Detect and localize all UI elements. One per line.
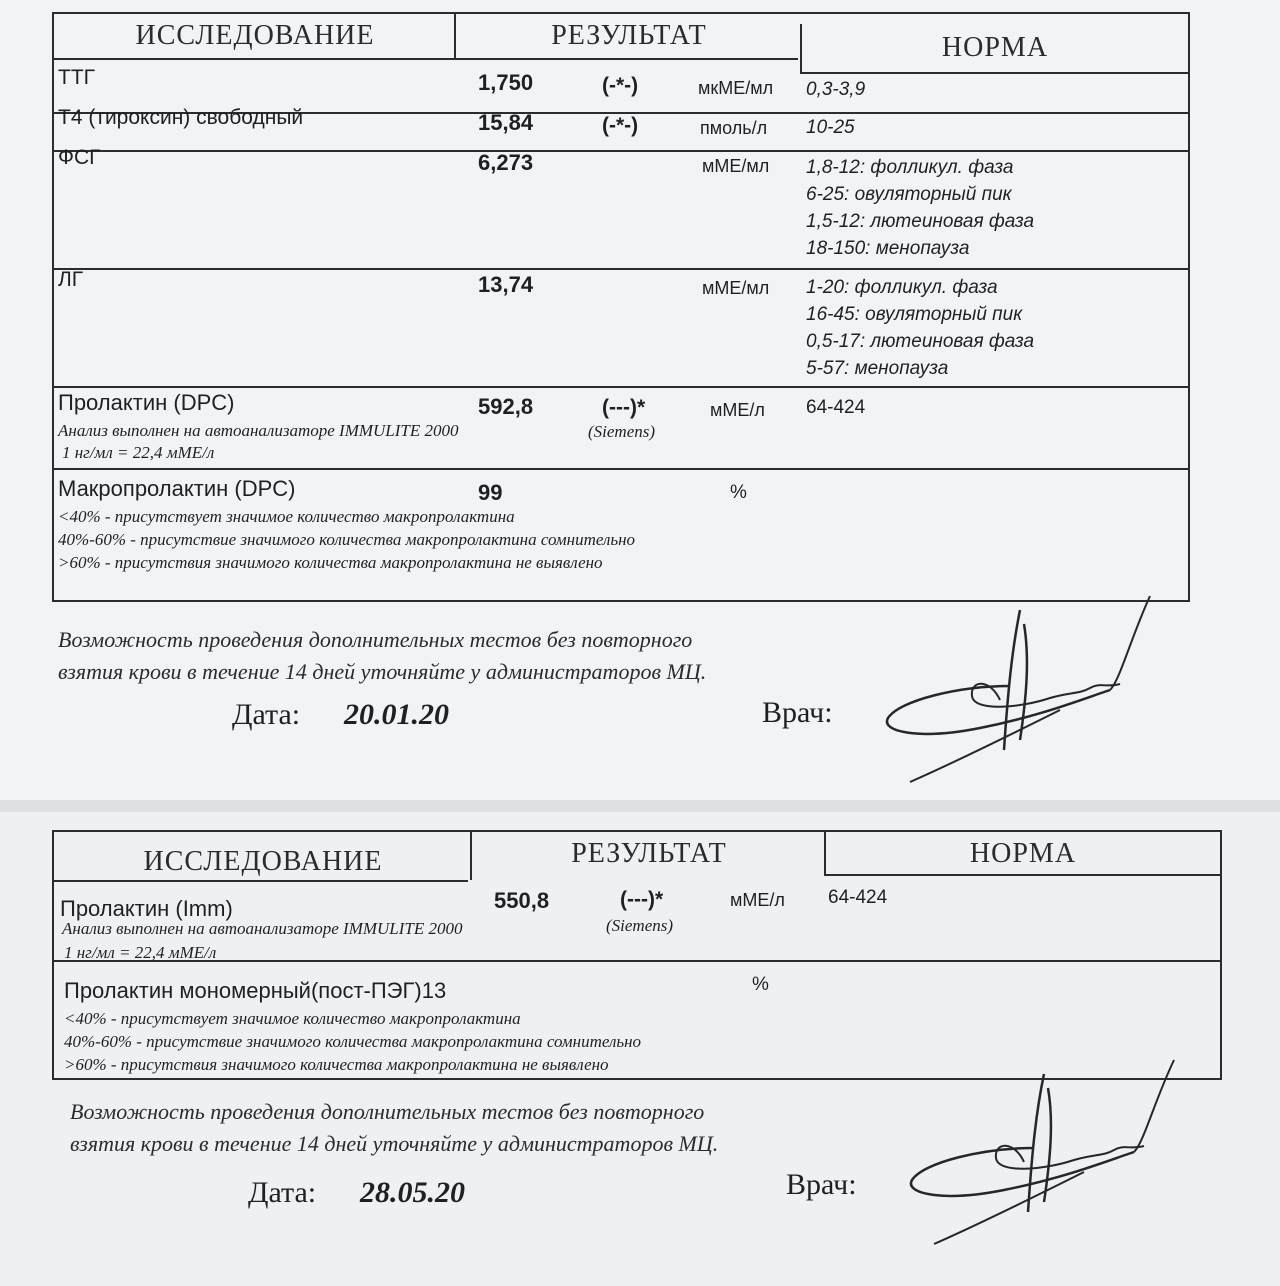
test-norm: 64-424 (828, 887, 888, 908)
test-norm: 5-57: менопауза (806, 358, 949, 379)
test-norm: 1-20: фолликул. фаза (806, 277, 998, 298)
test-unit: мкМЕ/мл (698, 78, 774, 98)
test-value: 6,273 (478, 150, 534, 175)
results-table-2 (52, 830, 1222, 1080)
interpretation-note: >60% - присутствия значимого количества макропролактина не выявлено (64, 1055, 609, 1074)
report-sheet-2 (0, 812, 1280, 1286)
test-unit: мМЕ/л (710, 400, 765, 420)
header-study: ИССЛЕДОВАНИЕ (143, 846, 383, 877)
interpretation-note: 40%-60% - присутствие значимого количества макропролактина сомнительно (64, 1032, 642, 1051)
doctor-label: Врач: (786, 1168, 857, 1201)
test-value: 592,8 (478, 394, 534, 419)
test-name: Макропролактин (DPC) (58, 476, 296, 501)
header-norm: НОРМА (941, 32, 1049, 63)
test-flag: (---)* (620, 888, 664, 911)
test-name: Пролактин мономерный(пост-ПЭГ)13 (64, 978, 447, 1003)
test-unit: мМЕ/л (730, 890, 785, 910)
test-value: 550,8 (494, 888, 550, 913)
test-unit: % (752, 974, 769, 995)
interpretation-note: >60% - присутствия значимого количества макропролактина не выявлено (58, 553, 603, 572)
analyzer-note: Анализ выполнен на автоанализаторе IMMULITE 2000 (62, 919, 463, 938)
test-name: ЛГ (58, 268, 84, 291)
test-name: ФСГ (58, 146, 101, 169)
interpretation-note: <40% - присутствует значимое количество макропролактина (64, 1009, 521, 1028)
siemens-label: (Siemens) (606, 916, 674, 935)
test-flag: (---)* (602, 396, 646, 419)
header-result: РЕЗУЛЬТАТ (571, 838, 727, 869)
test-norm: 1,5-12: лютеиновая фаза (806, 211, 1035, 232)
test-flag: (-*-) (602, 114, 639, 137)
conversion-note: 1 нг/мл = 22,4 мМЕ/л (64, 943, 217, 962)
test-norm: 10-25 (806, 117, 855, 138)
test-value: 15,84 (478, 110, 534, 135)
test-name: ТТГ (58, 66, 96, 89)
test-norm: 0,3-3,9 (806, 79, 866, 100)
doctor-signature (880, 590, 1170, 790)
test-name: Пролактин (Imm) (60, 896, 233, 921)
test-norm: 16-45: овуляторный пик (806, 304, 1023, 325)
header-result: РЕЗУЛЬТАТ (551, 20, 707, 51)
test-value: 1,750 (478, 70, 534, 95)
test-flag: (-*-) (602, 74, 639, 97)
doctor-label: Врач: (762, 696, 833, 729)
test-name: Пролактин (DPC) (58, 390, 235, 415)
date-label: Дата: (232, 698, 301, 731)
header-norm: НОРМА (969, 838, 1077, 869)
test-value: 99 (478, 480, 503, 505)
test-norm: 1,8-12: фолликул. фаза (806, 157, 1014, 178)
doctor-signature (904, 1052, 1194, 1252)
test-unit: % (730, 482, 747, 503)
test-unit: мМЕ/мл (702, 278, 770, 298)
header-study: ИССЛЕДОВАНИЕ (135, 20, 375, 51)
interpretation-note: <40% - присутствует значимое количество макропролактина (58, 507, 515, 526)
test-name: Т4 (тироксин) свободный (58, 106, 304, 129)
date-label: Дата: (248, 1176, 317, 1209)
footer-note: Возможность проведения дополнительных тестов без повторного взятия крови в течение 14 дней уточняйте у администраторов МЦ. (58, 627, 707, 684)
results-table-1 (52, 12, 1190, 602)
report-date: 28.05.20 (360, 1176, 465, 1209)
footer-note: Возможность проведения дополнительных тестов без повторного взятия крови в течение 14 дней уточняйте у администраторов МЦ. (70, 1099, 719, 1156)
test-value: 13,74 (478, 272, 534, 297)
report-date: 20.01.20 (344, 698, 449, 731)
test-norm: 18-150: менопауза (806, 238, 970, 259)
test-unit: пмоль/л (700, 118, 768, 138)
test-norm: 6-25: овуляторный пик (806, 184, 1012, 205)
interpretation-note: 40%-60% - присутствие значимого количества макропролактина сомнительно (58, 530, 636, 549)
test-unit: мМЕ/мл (702, 156, 770, 176)
test-norm: 64-424 (806, 397, 866, 418)
siemens-label: (Siemens) (588, 422, 656, 441)
test-norm: 0,5-17: лютеиновая фаза (806, 331, 1035, 352)
analyzer-note: Анализ выполнен на автоанализаторе IMMULITE 2000 (58, 421, 459, 440)
conversion-note: 1 нг/мл = 22,4 мМЕ/л (62, 443, 215, 462)
